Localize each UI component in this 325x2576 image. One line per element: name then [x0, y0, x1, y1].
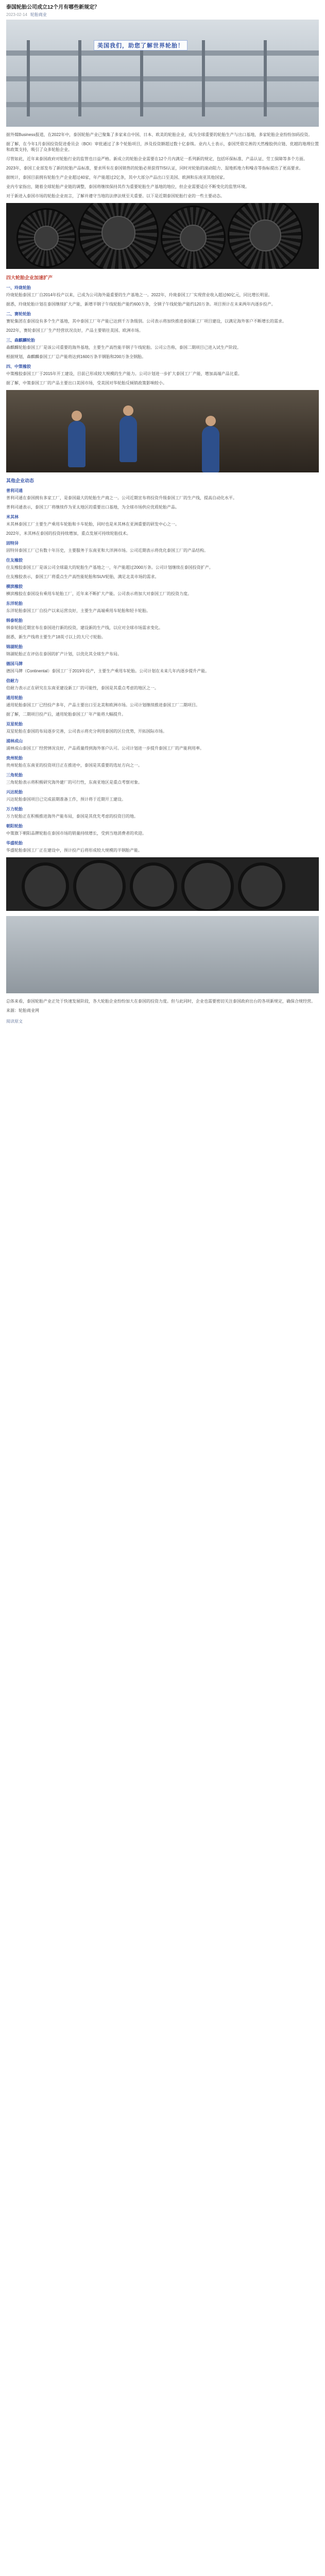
company-heading: 韩泰轮胎 — [6, 618, 23, 623]
company-block — [6, 695, 319, 717]
company-paragraph: 通用轮胎泰国工厂已经投产多年，产品主要出口至北美和欧洲市场。公司计划继续推进泰国工厂二期项目。 — [6, 703, 200, 707]
company-paragraph: 2022年，米其林在泰国的投资持续增加，重点发展可持续轮胎技术。 — [6, 531, 131, 536]
company-paragraph: 根据规划，森麒麟泰国工厂总产能将达到1600万条半钢胎和200万条全钢胎。 — [6, 354, 146, 359]
company-heading: 通用轮胎 — [6, 696, 23, 700]
banner-motto: 美国我们，助您了解世界轮胎！ — [94, 40, 187, 50]
company-heading: 东洋轮胎 — [6, 601, 23, 606]
company-heading: 住友橡胶 — [6, 558, 23, 563]
company-heading: 朝阳轮胎 — [6, 824, 23, 828]
company-paragraph: 中策橡胶泰国工厂于2015年开工建设，目前已形成较大规模的生产能力。公司计划进一步扩大泰国工厂产能，增加高端产品比重。 — [6, 371, 242, 376]
company-paragraph: 2022年，赛轮泰国工厂生产经营状况良好，产品主要销往美国、欧洲市场。 — [6, 328, 143, 333]
company-sections — [6, 285, 319, 386]
company-heading: 浦林成山 — [6, 739, 23, 743]
company-paragraph: 米其林泰国工厂主要生产乘用车轮胎和卡车轮胎，同时也是米其林在亚洲重要的研发中心之一。 — [6, 522, 179, 527]
account-link[interactable]: 轮胎商业 — [30, 12, 47, 17]
intro-paragraph: 据统计，泰国目前拥有轮胎生产企业超过40家，年产能超过2亿条，其中大部分产品出口至美国、欧洲和东南亚其他国家。 — [6, 175, 228, 180]
company-paragraph: 三角轮胎表示将积极研究海外建厂的可行性，东南亚地区是重点考察对象。 — [6, 780, 142, 785]
company-paragraph: 万力轮胎正在积极推进海外产能布局，泰国是其优先考虑的投资目的地。 — [6, 814, 138, 819]
intro-section — [6, 132, 319, 199]
company-paragraph: 普利司通在泰国拥有多家工厂，是泰国最大的轮胎生产商之一。公司近期宣布将投资升级泰国工厂的生产线，提高自动化水平。 — [6, 496, 237, 500]
intro-paragraph: 据了解，在今年1月泰国投资促进委员会（BOI）审批通过了多个轮胎项目，涉及投资额超过数十亿泰铢。业内人士表示，泰国凭借完善的天然橡胶供应链、优越的地理位置和政策支持，吸引了众多轮胎企业。 — [6, 142, 319, 152]
company-heading: 德国马牌 — [6, 662, 23, 666]
company-heading: 倍耐力 — [6, 679, 19, 683]
company-block — [6, 789, 319, 802]
company-paragraph: 锦湖轮胎正在评估在泰国的扩产计划，以优化其全球生产布局。 — [6, 652, 122, 656]
company-heading: 锦湖轮胎 — [6, 645, 23, 649]
company-paragraph: 兴达轮胎泰国项目已完成前期准备工作，预计将于近期开工建设。 — [6, 797, 126, 802]
company-heading: 四、中策橡胶 — [6, 364, 31, 369]
company-paragraph: 固特异泰国工厂已有数十年历史，主要服务于东南亚和大洋洲市场。公司近期表示将优化泰国工厂的产品结构。 — [6, 548, 208, 553]
company-paragraph: 住友橡胶表示，泰国工厂将重点生产高性能轮胎和SUV轮胎，满足北美市场的需求。 — [6, 574, 159, 579]
company-paragraph: 赛轮集团在泰国设有多个生产基地，其中泰国工厂年产能已达到千万条级别。公司表示将加快推进泰国新工厂项目建设，以满足海外客户不断增长的需求。 — [6, 319, 286, 324]
company-paragraph: 据了解，二期项目投产后，通用轮胎泰国工厂年产能将大幅提升。 — [6, 712, 126, 717]
intro-paragraph: 尽管如此，近年来泰国政府对轮胎行业的监管也日益严格。新成立的轮胎企业需要在12个月内满足一系列新的规定，包括环保标准、产品认证、劳工保障等多个方面。 — [6, 157, 307, 161]
company-block — [6, 337, 319, 360]
intro-paragraph: 业内专家指出，随着全球轮胎产业链的调整，泰国将继续保持其作为重要轮胎生产基地的地位，但企业需要适应不断变化的监管环境。 — [6, 184, 249, 189]
company-heading: 三、森麒麟轮胎 — [6, 338, 35, 343]
tire-stack-image — [6, 857, 319, 911]
company-paragraph: 据悉，新生产线将主要生产18英寸以上的大尺寸轮胎。 — [6, 635, 106, 639]
company-block — [6, 488, 319, 510]
closing-paragraph: 总体来看，泰国轮胎产业正处于快速发展阶段，各大轮胎企业纷纷加大在泰国的投资力度。但与此同时，企业也需要密切关注泰国政府出台的各项新规定，确保合规经营。 — [6, 999, 315, 1004]
article-page — [0, 0, 325, 1024]
company-block — [6, 601, 319, 614]
company-paragraph: 华盛轮胎泰国工厂正在建设中，预计投产后将形成较大规模的半钢胎产能。 — [6, 848, 142, 853]
company-paragraph: 韩泰轮胎近期宣布在泰国进行新的投资，建设新的生产线，以应对全球市场需求变化。 — [6, 625, 163, 630]
company-block — [6, 806, 319, 819]
company-block — [6, 721, 319, 734]
article-date: 2023-02-14 — [6, 12, 27, 17]
company-block — [6, 285, 319, 307]
company-heading: 普利司通 — [6, 488, 23, 493]
intro-paragraph: 对于新进入泰国市场的轮胎企业而言，了解并遵守当地的法律法规至关重要。以下是近期泰国轮胎行业的一些主要动态。 — [6, 194, 225, 198]
article-title: 泰国轮胎公司成立12个月有哪些新规定？ — [6, 5, 100, 10]
intro-paragraph: 据外媒Business报道，在2022年中，泰国轮胎产业已聚集了多家来自中国、日本、欧美的轮胎企业，成为全球重要的轮胎生产与出口基地，多家轮胎企业纷纷加码投资。 — [6, 132, 313, 137]
company-block — [6, 618, 319, 640]
company-heading: 三角轮胎 — [6, 773, 23, 777]
company-paragraph: 德国马牌（Continental）泰国工厂于2019年投产，主要生产乘用车轮胎。公司计划在未来几年内逐步提升产能。 — [6, 669, 210, 673]
company-block — [6, 364, 319, 386]
more-title: 其他企业动态 — [6, 478, 35, 483]
company-paragraph: 普利司通表示，泰国工厂将继续作为亚太地区的重要出口基地，为全球市场供应优质轮胎产品。 — [6, 505, 179, 510]
factory-workers-image — [6, 390, 319, 472]
company-block — [6, 540, 319, 553]
company-paragraph: 玲珑轮胎泰国工厂自2014年投产以来，已成为公司海外最重要的生产基地之一。2022年，玲珑泰国工厂实现营业收入超过60亿元，同比增长明显。 — [6, 293, 272, 297]
intro-paragraph: 2023年，泰国工业部发布了新的轮胎产品标准，要求所有在泰国销售的轮胎必须获得TISI认证，同时对轮胎的滚动阻力、湿地抓地力和噪音等指标提出了更高要求。 — [6, 166, 303, 171]
section-title: 四大轮胎企业加速扩产 — [6, 275, 53, 280]
company-block — [6, 311, 319, 333]
company-block — [6, 514, 319, 536]
company-block — [6, 755, 319, 768]
company-heading: 兴达轮胎 — [6, 790, 23, 794]
company-block — [6, 644, 319, 657]
company-block — [6, 678, 319, 691]
company-heading: 米其林 — [6, 515, 19, 519]
company-paragraph: 双星轮胎在泰国的布局逐步完善，公司表示将充分利用泰国的区位优势，开拓国际市场。 — [6, 729, 167, 734]
company-paragraph: 据悉，玲珑轮胎计划在泰国继续扩大产能，新增半钢子午线轮胎产能约600万条，全钢子午线轮胎产能约120万条。项目预计在未来两年内逐步投产。 — [6, 302, 276, 307]
company-block — [6, 661, 319, 674]
company-paragraph: 东洋轮胎泰国工厂自投产以来运营良好，主要生产高端乘用车轮胎和轻卡轮胎。 — [6, 608, 150, 613]
company-heading: 双星轮胎 — [6, 722, 23, 726]
company-paragraph: 倍耐力表示正在研究在东南亚建设新工厂的可能性，泰国是其重点考虑的地区之一。 — [6, 686, 159, 690]
company-paragraph: 横滨橡胶在泰国设有乘用车轮胎工厂，近年来不断扩大产能。公司表示将加大对泰国工厂的投资力度。 — [6, 591, 192, 596]
company-paragraph: 据了解，中策泰国工厂的产品主要出口美国市场，受美国对华轮胎反倾销政策影响较小。 — [6, 381, 167, 385]
company-paragraph: 中策旗下朝阳品牌轮胎在泰国市场的销量持续增长，受到当地消费者的欢迎。 — [6, 831, 146, 836]
company-heading: 华盛轮胎 — [6, 841, 23, 845]
company-heading: 一、玲珑轮胎 — [6, 285, 31, 290]
tires-image — [6, 203, 319, 269]
company-heading: 二、赛轮轮胎 — [6, 312, 31, 316]
more-sections — [6, 488, 319, 853]
company-paragraph: 住友橡胶泰国工厂是该公司全球最大的轮胎生产基地之一，年产能超过2000万条。公司计划继续在泰国投资扩产。 — [6, 565, 213, 570]
company-heading: 固特异 — [6, 541, 19, 546]
company-block — [6, 584, 319, 597]
company-paragraph: 浦林成山泰国工厂经营情况良好，产品质量得到海外客户认可。公司计划进一步提升泰国工厂的产能利用率。 — [6, 746, 204, 751]
production-line-image — [6, 916, 319, 993]
company-block — [6, 738, 319, 751]
company-block — [6, 557, 319, 580]
article-meta — [6, 12, 319, 18]
closing-paragraph: 来源：轮胎商业网 — [6, 1008, 39, 1013]
company-paragraph: 森麒麟轮胎泰国工厂是该公司重要的海外基地，主要生产高性能半钢子午线轮胎。公司公告称，泰国二期项目已进入试生产阶段。 — [6, 345, 241, 350]
warehouse-banner-image — [6, 20, 319, 127]
read-original-link[interactable]: 阅读原文 — [6, 1019, 23, 1024]
company-block — [6, 840, 319, 853]
company-block — [6, 772, 319, 785]
company-paragraph: 贵州轮胎在东南亚的投资项目正在推进中，泰国是其重要的选址方向之一。 — [6, 763, 142, 768]
closing-section — [6, 998, 319, 1013]
company-heading: 横滨橡胶 — [6, 584, 23, 589]
company-heading: 万力轮胎 — [6, 807, 23, 811]
company-heading: 贵州轮胎 — [6, 756, 23, 760]
company-block — [6, 823, 319, 836]
